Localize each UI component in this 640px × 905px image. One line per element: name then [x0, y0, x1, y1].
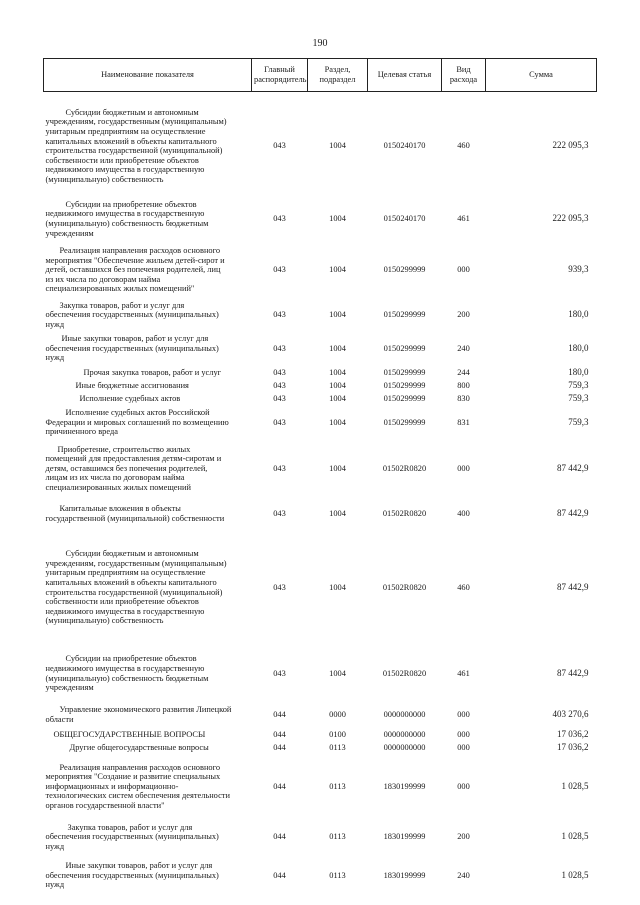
row-sum: 87 442,9	[557, 667, 589, 678]
row-section: 1004	[329, 380, 346, 390]
row-article: 1830199999	[383, 870, 426, 880]
row-sum: 1 028,5	[561, 780, 589, 791]
row-type: 244	[457, 367, 470, 377]
row-sum: 180,0	[568, 309, 589, 320]
row-section: 0100	[329, 729, 346, 739]
row-section: 1004	[329, 668, 346, 678]
row-section: 1004	[329, 417, 346, 427]
row-article: 0150299999	[383, 393, 426, 403]
row-section: 0113	[329, 781, 346, 791]
row-name: Иные бюджетные ассигнования	[75, 380, 189, 390]
table-row	[44, 332, 597, 366]
row-sum: 222 095,3	[552, 213, 589, 224]
row-type: 000	[457, 463, 470, 473]
row-sum: 759,3	[568, 416, 589, 427]
row-section: 0113	[329, 742, 346, 752]
row-type: 830	[457, 393, 470, 403]
row-admin: 043	[273, 668, 286, 678]
row-type: 000	[457, 710, 470, 720]
row-admin: 044	[273, 729, 286, 739]
table-row	[44, 380, 597, 392]
table-row	[44, 197, 597, 242]
row-admin: 043	[273, 310, 286, 320]
table-row	[44, 741, 597, 755]
row-admin: 043	[273, 265, 286, 275]
row-name: Исполнение судебных актов	[79, 393, 181, 403]
row-type: 000	[457, 742, 470, 752]
row-admin: 044	[273, 742, 286, 752]
row-name: Приобретение, строительство жилых помещений для предоставления детям-сиротам и детям, оставшимся без попечения родителей, лицам из их числа по договорам найма специализированных жилых помещений	[45, 444, 222, 492]
row-name: ОБЩЕГОСУДАРСТВЕННЫЕ ВОПРОСЫ	[53, 729, 206, 739]
header-admin: Главный распорядитель	[252, 59, 308, 92]
row-admin: 044	[273, 870, 286, 880]
row-admin: 043	[273, 463, 286, 473]
row-section: 1004	[329, 265, 346, 275]
row-type: 240	[457, 870, 470, 880]
table-row	[44, 242, 597, 299]
row-section: 1004	[329, 463, 346, 473]
row-article: 0000000000	[383, 742, 426, 752]
row-admin: 043	[273, 141, 286, 151]
row-section: 1004	[329, 508, 346, 518]
row-article: 01502R0820	[382, 463, 427, 473]
row-name: Другие общегосударственные вопросы	[69, 742, 209, 752]
row-section: 1004	[329, 214, 346, 224]
row-type: 240	[457, 343, 470, 353]
row-name: Закупка товаров, работ и услуг для обеспечения государственных (муниципальных) нужд	[45, 822, 219, 851]
header-sum: Сумма	[486, 59, 597, 92]
row-article: 0000000000	[383, 729, 426, 739]
row-name: Субсидии на приобретение объектов недвижимого имущества в государственную (муниципальную) собственность бюджетным учреждениям	[45, 654, 209, 693]
row-admin: 043	[273, 393, 286, 403]
header-type: Вид расхода	[442, 59, 486, 92]
row-name: Субсидии бюджетным и автономным учреждениям, государственным (муниципальным) унитарным предприятиям на осуществление капитальных вложений в объекты капитального строительства государственной (муниципальной) собственности или приобретение объектов недвижимого имущества в государственную (муниципальную) собственность	[45, 549, 227, 626]
row-article: 0150299999	[383, 265, 426, 275]
row-article: 0150299999	[383, 380, 426, 390]
row-sum: 759,3	[568, 392, 589, 403]
page-number: 190	[312, 38, 328, 49]
row-admin: 043	[273, 367, 286, 377]
row-type: 000	[457, 781, 470, 791]
row-name: Субсидии на приобретение объектов недвижимого имущества в государственную (муниципальную) собственность бюджетным учреждениям	[45, 199, 209, 238]
row-section: 0113	[329, 870, 346, 880]
row-admin: 043	[273, 417, 286, 427]
row-article: 0150240170	[383, 214, 426, 224]
row-article: 0150299999	[383, 310, 426, 320]
row-type: 461	[457, 214, 470, 224]
table-row	[44, 729, 597, 741]
row-article: 0150299999	[383, 343, 426, 353]
row-type: 461	[457, 668, 470, 678]
row-sum: 87 442,9	[557, 507, 589, 518]
row-name: Субсидии бюджетным и автономным учреждениям, государственным (муниципальным) унитарным предприятиям на осуществление капитальных вложений в объекты капитального строительства государственной (муниципальной) собственности или приобретение объектов недвижимого имущества в государственную (муниципальную) собственность	[45, 107, 227, 185]
row-article: 1830199999	[383, 832, 426, 842]
row-name: Закупка товаров, работ и услуг для обеспечения государственных (муниципальных) нужд	[45, 300, 219, 329]
row-section: 0113	[329, 832, 346, 842]
row-admin: 043	[273, 582, 286, 592]
table-row	[44, 498, 597, 530]
header-section: Раздел, подраздел	[308, 59, 368, 92]
row-admin: 043	[273, 343, 286, 353]
row-sum: 17 036,2	[557, 741, 589, 752]
row-name: Исполнение судебных актов Российской Федерации и мировых соглашений по возмещению причиненного вреда	[45, 408, 229, 437]
row-article: 01502R0820	[382, 668, 427, 678]
budget-table	[43, 58, 597, 896]
row-sum: 222 095,3	[552, 140, 589, 151]
row-section: 1004	[329, 582, 346, 592]
row-type: 800	[457, 380, 470, 390]
table-row	[44, 366, 597, 380]
header-article: Целевая статья	[368, 59, 442, 92]
row-section: 1004	[329, 141, 346, 151]
table-row	[44, 299, 597, 332]
row-name: Капитальные вложения в объекты государственной (муниципальной) собственности	[45, 503, 225, 523]
table-row	[44, 856, 597, 896]
row-sum: 87 442,9	[557, 462, 589, 473]
row-section: 0000	[329, 710, 346, 720]
row-sum: 939,3	[568, 264, 589, 275]
row-sum: 180,0	[568, 366, 589, 377]
row-section: 1004	[329, 343, 346, 353]
row-admin: 043	[273, 214, 286, 224]
row-sum: 180,0	[568, 342, 589, 353]
row-admin: 044	[273, 710, 286, 720]
row-sum: 87 442,9	[557, 581, 589, 592]
row-name: Управление экономического развития Липецкой области	[45, 705, 232, 724]
row-type: 460	[457, 582, 470, 592]
table-row	[44, 755, 597, 819]
row-sum: 1 028,5	[561, 869, 589, 880]
table-row	[44, 406, 597, 440]
table-row	[44, 819, 597, 856]
row-type: 200	[457, 832, 470, 842]
row-admin: 043	[273, 508, 286, 518]
table-row	[44, 702, 597, 729]
row-sum: 17 036,2	[557, 728, 589, 739]
row-sum: 759,3	[568, 379, 589, 390]
row-sum: 1 028,5	[561, 831, 589, 842]
row-name: Иные закупки товаров, работ и услуг для обеспечения государственных (муниципальных) нужд	[45, 334, 219, 363]
row-type: 831	[457, 417, 470, 427]
row-admin: 044	[273, 781, 286, 791]
table-row	[44, 440, 597, 498]
row-name: Прочая закупка товаров, работ и услуг	[83, 367, 222, 377]
row-article: 01502R0820	[382, 508, 427, 518]
row-section: 1004	[329, 367, 346, 377]
row-name: Иные закупки товаров, работ и услуг для обеспечения государственных (муниципальных) нужд	[45, 861, 219, 890]
row-type: 200	[457, 310, 470, 320]
table-row	[44, 392, 597, 406]
row-article: 0150299999	[383, 367, 426, 377]
row-article: 0150299999	[383, 417, 426, 427]
row-article: 01502R0820	[382, 582, 427, 592]
header-name: Наименование показателя	[44, 59, 252, 92]
row-article: 1830199999	[383, 781, 426, 791]
row-admin: 043	[273, 380, 286, 390]
row-type: 460	[457, 141, 470, 151]
row-type: 400	[457, 508, 470, 518]
row-name: Реализация направления расходов основного мероприятия "Создание и развитие специальных информационных и информационно- технологических систем обеспечения деятельности органов государственной власти"	[45, 762, 230, 810]
table-header-row	[44, 59, 597, 92]
table-row	[44, 646, 597, 702]
row-admin: 044	[273, 832, 286, 842]
table-row	[44, 92, 597, 197]
row-type: 000	[457, 265, 470, 275]
row-sum: 403 270,6	[552, 709, 589, 720]
row-section: 1004	[329, 310, 346, 320]
row-type: 000	[457, 729, 470, 739]
row-article: 0000000000	[383, 710, 426, 720]
row-section: 1004	[329, 393, 346, 403]
row-article: 0150240170	[383, 141, 426, 151]
row-name: Реализация направления расходов основного мероприятия "Обеспечение жильем детей-сирот и детей, оставшихся без попечения родителей, лиц из их числа по договорам найма специализированных жилых помещений"	[45, 246, 225, 294]
table-row	[44, 530, 597, 646]
